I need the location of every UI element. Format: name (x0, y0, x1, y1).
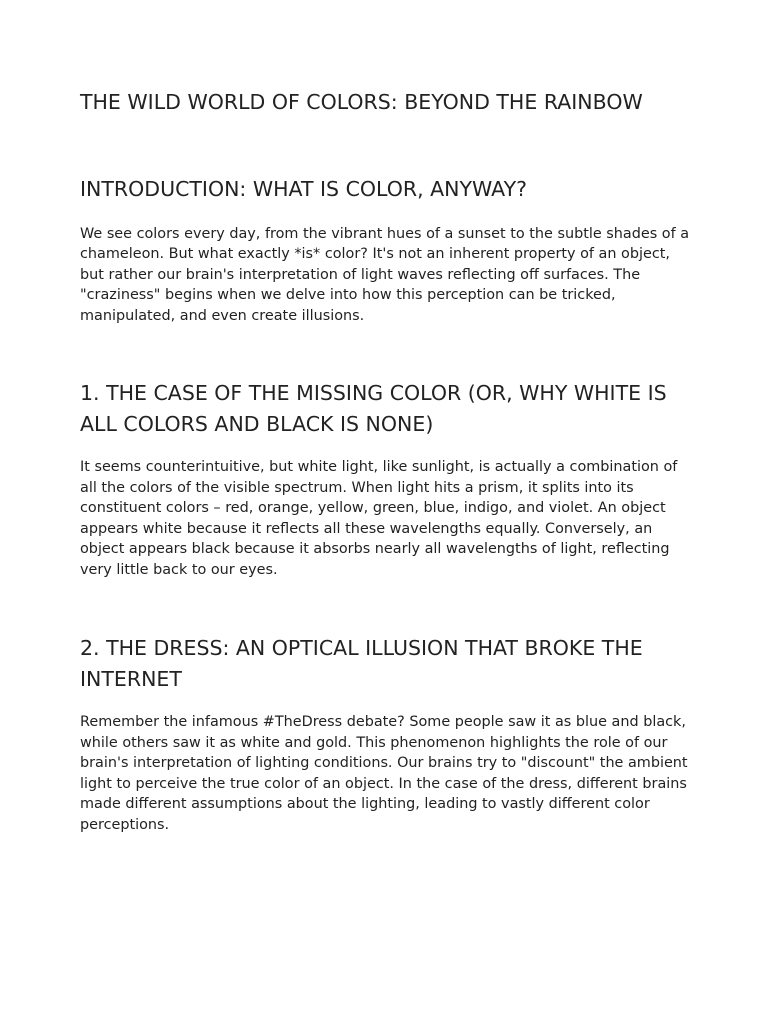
section-heading: 2. THE DRESS: AN OPTICAL ILLUSION THAT BROKE THE INTERNET (80, 636, 643, 691)
section-the-dress (80, 633, 695, 836)
section-paragraph: It seems counterintuitive, but white light, like sunlight, is actually a combination of all the colors of the visible spectrum. When light hits a prism, it splits into its constituent colors – red, orange, yellow, green, blue, indigo, and violet. An object appears white because it reflects all these wavelengths equally. Conversely, an object appears black because it absorbs nearly all wavelengths of light, reflecting very little back to our eyes. (80, 459, 678, 578)
section-paragraph: Remember the infamous #TheDress debate? Some people saw it as blue and black, while others saw it as white and gold. This phenomenon highlights the role of our brain's interpretation of lighting conditions. Our brains try to "discount" the ambient light to perceive the true color of an object. In the case of the dress, different brains made different assumptions about the lighting, leading to vastly different color perceptions. (80, 714, 688, 833)
section-introduction (80, 174, 695, 326)
document-title: THE WILD WORLD OF COLORS: BEYOND THE RAINBOW (80, 90, 643, 114)
section-heading: INTRODUCTION: WHAT IS COLOR, ANYWAY? (80, 177, 527, 201)
section-heading: 1. THE CASE OF THE MISSING COLOR (OR, WHY WHITE IS ALL COLORS AND BLACK IS NONE) (80, 381, 667, 436)
section-paragraph: We see colors every day, from the vibrant hues of a sunset to the subtle shades of a chameleon. But what exactly *is* color? It's not an inherent property of an object, but rather our brain's interpretation of light waves reflecting off surfaces. The "craziness" begins when we delve into how this perception can be tricked, manipulated, and even create illusions. (80, 225, 690, 324)
section-missing-color (80, 378, 695, 581)
